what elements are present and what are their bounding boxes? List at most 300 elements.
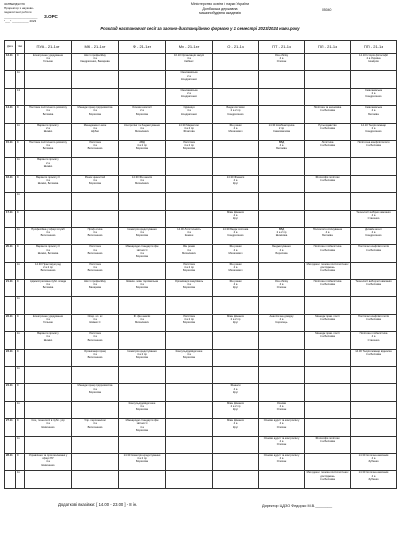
table-row xyxy=(5,175,397,192)
table-row xyxy=(5,453,397,470)
lesson-cell: Менеджмент екон 4 а Шубко xyxy=(72,123,119,140)
lesson-cell: АВД 4 а 2 пр Борисова xyxy=(119,140,166,157)
lesson-cell: Контролінг та бюджетування 4 а Михалевич xyxy=(119,123,166,140)
lesson-cell xyxy=(213,332,259,349)
lesson-cell: Соц. технології в публ. упр 4 а Шимченко xyxy=(25,419,72,436)
lesson-cell: Смалжевська 2 а Кондратенко xyxy=(351,88,397,105)
lesson-cell xyxy=(25,297,72,314)
column-header-group: ПП - 21-1з xyxy=(351,41,397,54)
lesson-cell: Психологія спілкування 4 а Бєляєва xyxy=(305,227,351,244)
lesson-cell: Логістика 4 а Волочненко xyxy=(72,332,119,349)
date-cell: 15.11 xyxy=(5,140,16,157)
lesson-cell: Міжн фінанси 2 а 2 пр Круг xyxy=(213,314,259,331)
lesson-cell xyxy=(166,401,213,418)
column-header-group: ПУА - 21-1зт xyxy=(25,41,72,54)
lesson-cell: 14.30 Комбінаторика 2 пр Самохвалова xyxy=(259,123,305,140)
lesson-cell xyxy=(166,332,213,349)
lesson-cell: Технології виборчої кампанія 4 а Бєляєва xyxy=(351,280,397,297)
lesson-cell xyxy=(72,367,119,384)
ministry-name: Міністерство освіти і науки України xyxy=(190,2,250,6)
column-header-group: Ф - 21-1зт xyxy=(119,41,166,54)
hour-cell: 9 xyxy=(16,453,25,470)
lesson-cell: 14.30 Логістичність 4 а Кемеш xyxy=(166,227,213,244)
lesson-cell xyxy=(119,297,166,314)
lesson-cell: Політика політичного розвитку 4 а Бєляєва xyxy=(25,140,72,157)
lesson-cell: Менедж прав. політ 4 а Бєляєва xyxy=(305,314,351,331)
table-row xyxy=(5,193,397,210)
lesson-cell xyxy=(166,175,213,192)
column-header-hour: Час xyxy=(16,41,25,54)
lesson-cell: Політична конфліктологія 4 а Бєляєва xyxy=(351,140,397,157)
lesson-cell xyxy=(351,297,397,314)
table-row xyxy=(5,419,397,436)
date-cell xyxy=(5,297,16,314)
lesson-cell xyxy=(166,384,213,401)
lesson-cell xyxy=(305,453,351,470)
lesson-cell xyxy=(25,349,72,366)
lesson-cell: Опер. кл. кс 4 а Шимко С xyxy=(72,314,119,331)
table-row xyxy=(5,140,397,157)
date-cell xyxy=(5,401,16,418)
table-row xyxy=(5,227,397,244)
lesson-cell: Політичні конфліктологія 4 а Бєляєва xyxy=(351,314,397,331)
lesson-cell: Управління та протоколювані у сфері ПУ 4 а Шимченко xyxy=(25,453,72,470)
date-cell: 20.11 xyxy=(5,245,16,262)
lesson-cell: Логістика 4 а 2 пр Борисова xyxy=(166,262,213,279)
lesson-cell: Основи аудит та контролінгу 4 а Олохан xyxy=(259,436,305,453)
hour-cell: 11 xyxy=(16,367,25,384)
approval-block xyxy=(4,2,114,23)
hour-cell: 9 xyxy=(16,175,25,192)
table-row xyxy=(5,314,397,331)
lesson-cell xyxy=(72,71,119,88)
lesson-cell xyxy=(305,158,351,175)
lesson-cell xyxy=(72,471,119,488)
table-row xyxy=(5,436,397,453)
lesson-cell xyxy=(351,71,397,88)
table-row xyxy=(5,106,397,123)
lesson-cell xyxy=(72,436,119,453)
lesson-cell: Одиниця 4 а Кондратенко xyxy=(166,106,213,123)
column-header-date: Дата xyxy=(5,41,16,54)
lesson-cell: 14.30 Фінанси 4 а Круг xyxy=(213,175,259,192)
table-row xyxy=(5,71,397,88)
lesson-cell: Смалжевська 2 а Кондратенко xyxy=(166,88,213,105)
lesson-cell xyxy=(305,297,351,314)
date-cell xyxy=(5,123,16,140)
lesson-cell xyxy=(213,158,259,175)
lesson-cell: Нім 1 професійну 4 а Кандратенко, Бахарева xyxy=(72,54,119,71)
institution-header xyxy=(120,2,320,16)
table-row xyxy=(5,210,397,227)
lesson-cell: Основи екології 2 а Борисова xyxy=(119,106,166,123)
column-header-group: МК - 21-1зт xyxy=(72,41,119,54)
hour-cell: 9 xyxy=(16,106,25,123)
lesson-cell: Основи аудит та контролінгу 4 а Олохан xyxy=(259,419,305,436)
lesson-cell: ВВД 4 а Бєляєва xyxy=(259,140,305,157)
lesson-cell: Технології вибірки кампанія 4 а Стасенко xyxy=(351,210,397,227)
lesson-cell: Зовніш. зовн торговельна 4 а Борисова xyxy=(119,280,166,297)
lesson-cell xyxy=(213,453,259,470)
column-header-group: ПТ - 21-1з xyxy=(259,41,305,54)
lesson-cell: 14.10 Теорія міжнар 2 а Кондратенко xyxy=(351,123,397,140)
lesson-cell: 14.30 Фін аналіз 4 а Михалевич xyxy=(119,175,166,192)
lesson-cell xyxy=(166,471,213,488)
lesson-cell xyxy=(305,54,351,71)
date-cell xyxy=(5,332,16,349)
table-row xyxy=(5,280,397,297)
lesson-cell xyxy=(119,54,166,71)
page-title: Розклад настановчої сесії за заочно-дистанційною формою у 1 семестрі 2023/2024 навч.року xyxy=(100,26,300,31)
date-cell: 23.11 xyxy=(5,349,16,366)
hour-cell: 11 xyxy=(16,123,25,140)
lesson-cell xyxy=(119,367,166,384)
lesson-cell xyxy=(213,436,259,453)
hour-cell: 9 xyxy=(16,314,25,331)
table-row xyxy=(5,401,397,418)
lesson-cell: 14.30 Теорія міжнар відносин 4 а Бєляєва xyxy=(351,349,397,366)
lesson-cell: Консульд/довідк інше 4 а Борисова xyxy=(166,349,213,366)
lesson-cell: Фінанси 4 а Круг xyxy=(213,384,259,401)
lesson-cell: 10.10 Організація закупі 4 а Кабінет xyxy=(166,54,213,71)
table-row xyxy=(5,297,397,314)
hour-cell: 9 xyxy=(16,280,25,297)
approval-line: "___" __________ 2023 xyxy=(4,18,37,23)
lesson-cell: 14.30 Маркетинг 4 а 2 пр Філатова xyxy=(166,123,213,140)
approval-line: ____________________ xyxy=(4,14,38,19)
date-cell xyxy=(5,88,16,105)
lesson-cell xyxy=(259,210,305,227)
lesson-cell xyxy=(351,262,397,279)
lesson-cell: Міжн фінанси 4 а Круг xyxy=(213,210,259,227)
hour-cell: 9 xyxy=(16,245,25,262)
table-row xyxy=(5,245,397,262)
lesson-cell: Політика глобалістика 4 а Бєляєва xyxy=(305,245,351,262)
institution-name-2: машинобудівна академія xyxy=(199,11,241,16)
lesson-cell: Варіанти проєкту ІІ 4 а Шимко, Бєляєва xyxy=(25,245,72,262)
lesson-cell: Варіанти проєкту 4 а Шимко xyxy=(25,332,72,349)
lesson-cell xyxy=(72,158,119,175)
table-row xyxy=(5,262,397,279)
lesson-cell: Політика глобалістика 4 а Бєляєва xyxy=(305,280,351,297)
lesson-cell xyxy=(72,401,119,418)
lesson-cell xyxy=(119,71,166,88)
lesson-cell xyxy=(72,88,119,105)
lesson-cell: Електронне урядування 4 а Гольчак xyxy=(25,54,72,71)
approval-title: ЗАТВЕРДЖУЮ xyxy=(4,2,26,6)
lesson-cell xyxy=(351,158,397,175)
date-cell: 21.11 xyxy=(5,280,16,297)
lesson-cell: Філософія політики 4 а Бєляєва xyxy=(305,175,351,192)
lesson-cell: Менедж праці підприємства 4 а Борисова xyxy=(72,106,119,123)
date-cell: 27.11 xyxy=(5,419,16,436)
lesson-cell: Основи 4 а Олохан xyxy=(259,401,305,418)
lesson-cell: Організація праці 4 а Волочненко xyxy=(72,349,119,366)
lesson-cell xyxy=(119,384,166,401)
lesson-cell xyxy=(259,384,305,401)
lesson-cell xyxy=(259,175,305,192)
hour-cell: 13 xyxy=(16,88,25,105)
lesson-cell: Міжн фінанси 2 а 2 пр Круг xyxy=(213,401,259,418)
lesson-cell xyxy=(119,436,166,453)
lesson-cell: Смалжевська 4 а Бєляєва xyxy=(351,106,397,123)
date-cell xyxy=(5,367,16,384)
lesson-cell: Організація закупівель 4 а Борисова xyxy=(166,280,213,297)
lesson-cell xyxy=(259,193,305,210)
lesson-cell: Варіанти проєкту 2 а Шимко xyxy=(25,123,72,140)
lesson-cell xyxy=(25,471,72,488)
lesson-cell xyxy=(259,106,305,123)
lesson-cell xyxy=(119,332,166,349)
lesson-cell xyxy=(305,419,351,436)
lesson-cell xyxy=(119,88,166,105)
lesson-cell xyxy=(305,401,351,418)
stamp-label: З.ОРС xyxy=(44,14,58,19)
hour-cell: 9 xyxy=(16,54,25,71)
lesson-cell xyxy=(351,175,397,192)
lesson-cell xyxy=(259,349,305,366)
lesson-cell: Ф. фін аналіз 4 а Михалевич xyxy=(119,314,166,331)
date-cell xyxy=(5,227,16,244)
footer-note: Додаткові вказівки: [ 14.00 - 23.00 ] - 8 ін. xyxy=(58,502,138,507)
lesson-cell xyxy=(259,88,305,105)
lesson-cell xyxy=(305,349,351,366)
table-row xyxy=(5,471,397,488)
lesson-cell xyxy=(305,384,351,401)
lesson-cell: 14.30 Ізотична кампанія 4 а Зубенко xyxy=(351,453,397,470)
lesson-cell xyxy=(166,453,213,470)
hour-cell: 11 xyxy=(16,436,25,453)
lesson-cell xyxy=(351,193,397,210)
hour-cell: 11 xyxy=(16,158,25,175)
lesson-cell: Основи аудит та контролінгу 4 а Олохан xyxy=(259,453,305,470)
date-cell: 24.11 xyxy=(5,384,16,401)
lesson-cell xyxy=(72,297,119,314)
hour-cell: 11 xyxy=(16,262,25,279)
lesson-cell xyxy=(259,71,305,88)
table-row xyxy=(5,384,397,401)
lesson-cell xyxy=(119,193,166,210)
lesson-cell xyxy=(259,367,305,384)
lesson-cell: Філософія політики 4 а Бєляєва xyxy=(305,436,351,453)
lesson-cell: Логістика 4 а Волочненко xyxy=(72,262,119,279)
lesson-cell: Упр. персоналом 4 а Волочненко xyxy=(72,419,119,436)
lesson-cell: Варіанти проєкту 2 а Шимко xyxy=(25,158,72,175)
lesson-cell: Бюдж системи 2 а 2 пр Кондратенко xyxy=(213,106,259,123)
lesson-cell: Ринок цінностей 4 а Борисова xyxy=(72,175,119,192)
table-row xyxy=(5,88,397,105)
lesson-cell xyxy=(259,297,305,314)
lesson-cell xyxy=(305,367,351,384)
lesson-cell xyxy=(259,262,305,279)
lesson-cell: Ізометрія кредитування 4 а Борисова xyxy=(119,227,166,244)
document-code: 05040 xyxy=(322,8,332,12)
hour-cell: 11 xyxy=(16,71,25,88)
lesson-cell xyxy=(166,193,213,210)
lesson-cell xyxy=(119,158,166,175)
lesson-cell xyxy=(351,419,397,436)
lesson-cell: Електронне урядування 4 а Гольчак xyxy=(25,314,72,331)
lesson-cell: Консульд/довідк інше 4 а Борисова xyxy=(119,401,166,418)
hour-cell: 11 xyxy=(16,401,25,418)
hour-cell: 11 xyxy=(16,332,25,349)
lesson-cell: Політика політичного розвитку 4 а Бєляєва xyxy=(25,106,72,123)
approval-line: педагогічної роботи xyxy=(4,10,32,15)
lesson-cell: Логістика 4 а Волочненко xyxy=(72,245,119,262)
lesson-cell: 14.10 Історія філософії 4 а Україна Неміров xyxy=(351,54,397,71)
date-cell: 28.11 xyxy=(5,453,16,470)
hour-cell: 11 xyxy=(16,471,25,488)
lesson-cell: Міжнародні стандарти фін звітності 4 а Борисова xyxy=(119,419,166,436)
hour-cell: 9 xyxy=(16,140,25,157)
lesson-cell: Фін ринки 4 а Михалевич xyxy=(213,123,259,140)
lesson-cell: Логістика 4 а 2 пр Борисова xyxy=(166,314,213,331)
lesson-cell: Фін ринки 4 а Михалевич xyxy=(213,262,259,279)
lesson-cell xyxy=(25,436,72,453)
lesson-cell: Дизайн агент 4 а Кондратенко xyxy=(351,227,397,244)
lesson-cell xyxy=(72,210,119,227)
lesson-cell: Осн обліку 4 а Олохан xyxy=(259,54,305,71)
table-header-row xyxy=(5,41,397,54)
date-cell xyxy=(5,158,16,175)
lesson-cell: 14.30 Бюдж система 4 а Кондратенко xyxy=(213,227,259,244)
lesson-cell xyxy=(351,436,397,453)
table-row xyxy=(5,367,397,384)
hour-cell: 9 xyxy=(16,384,25,401)
lesson-cell: Політичні конфліктологія 4 а Бєляєва xyxy=(351,245,397,262)
lesson-cell xyxy=(351,384,397,401)
lesson-cell xyxy=(25,210,72,227)
lesson-cell: 14.30 Ізотична кампанія 4 а Зубенко xyxy=(351,471,397,488)
lesson-cell xyxy=(259,471,305,488)
lesson-cell: Нім 1 професійну 4 а Бахарева xyxy=(72,280,119,297)
date-cell: 17.11 xyxy=(5,210,16,227)
lesson-cell: Рульоздавство 4 а Бєляєва xyxy=(305,123,351,140)
lesson-cell xyxy=(351,401,397,418)
lesson-cell: Менедж праці підприємства 4 а Борисова xyxy=(72,384,119,401)
lesson-cell: Смалжевська 2 а Кондратенко xyxy=(166,71,213,88)
lesson-cell xyxy=(166,419,213,436)
column-header-group: ПЛ - 21-1з xyxy=(305,41,351,54)
lesson-cell: Методика і техніка політологічних досліджень 4 а Бєляєва xyxy=(305,471,351,488)
lesson-cell xyxy=(213,193,259,210)
lesson-cell xyxy=(25,88,72,105)
lesson-cell xyxy=(119,471,166,488)
lesson-cell xyxy=(213,349,259,366)
lesson-cell xyxy=(25,367,72,384)
table-row xyxy=(5,349,397,366)
table-row xyxy=(5,158,397,175)
lesson-cell xyxy=(213,367,259,384)
institution-name: Донбаська державна xyxy=(202,6,238,11)
lesson-cell xyxy=(213,88,259,105)
lesson-cell: ВВД 2 а 2 пр Шимкова xyxy=(259,227,305,244)
lesson-cell xyxy=(119,262,166,279)
lesson-cell: Міжнародні стандарти фін звітності 4 а Борисова xyxy=(119,245,166,262)
lesson-cell: Фін ринки 4 а Михалевич xyxy=(213,245,259,262)
lesson-cell xyxy=(213,71,259,88)
lesson-cell: Професійна у сфері служб 4 а Волочненко xyxy=(25,227,72,244)
lesson-cell xyxy=(213,54,259,71)
lesson-cell xyxy=(305,88,351,105)
lesson-cell: Методика і техніка політологічних досліджень 4 а Бєляєва xyxy=(305,262,351,279)
lesson-cell: Міжн фінанси 4 а Круг xyxy=(213,419,259,436)
date-cell: 22.11 xyxy=(5,314,16,331)
lesson-cell xyxy=(25,193,72,210)
lesson-cell: Адміністративна публ. влада 4 а Бєляєва xyxy=(25,280,72,297)
lesson-cell: Менедж прав. політ 4 а Бєляєва xyxy=(305,332,351,349)
lesson-cell: Логістика 4 а 2 пр Борисова xyxy=(166,140,213,157)
hour-cell: 11 xyxy=(16,193,25,210)
lesson-cell: 14.30 Ізометрія кредитування 4 а 2 пр Борисова xyxy=(119,453,166,470)
lesson-cell xyxy=(119,210,166,227)
date-cell xyxy=(5,71,16,88)
hour-cell: 9 xyxy=(16,419,25,436)
lesson-cell: Політика глобалістика 4 а Стасенко xyxy=(351,332,397,349)
lesson-cell: 14.30 Практикум ред 2 а 2 пр Волочненко xyxy=(25,262,72,279)
lesson-cell xyxy=(305,210,351,227)
hour-cell: 11 xyxy=(16,297,25,314)
table-row xyxy=(5,123,397,140)
lesson-cell: Логістика 4 а Волочненко xyxy=(72,140,119,157)
lesson-cell: Фін ринки 4 а Михалевич xyxy=(166,245,213,262)
lesson-cell: Ізометрія кредитування 4 а 2 пр Борисова xyxy=(119,349,166,366)
lesson-cell xyxy=(351,367,397,384)
lesson-cell xyxy=(166,436,213,453)
lesson-cell xyxy=(305,71,351,88)
date-cell: 14.11 xyxy=(5,106,16,123)
director-signature-line: Директор ЦДЗО Федорко М.В.________ xyxy=(262,504,333,508)
lesson-cell xyxy=(166,297,213,314)
lesson-cell xyxy=(305,193,351,210)
approval-line: Проректор з науково- xyxy=(4,6,34,11)
date-cell xyxy=(5,193,16,210)
hour-cell: 9 xyxy=(16,349,25,366)
column-header-group: Мх - 21-1зт xyxy=(166,41,213,54)
lesson-cell: Проф етика 4 а Волочненко xyxy=(72,227,119,244)
lesson-cell xyxy=(166,210,213,227)
lesson-cell: Бюджетування 4 а Борисова xyxy=(259,245,305,262)
lesson-cell: Варіанти проєкту ІІ 4 а Шимко, Бєляєва xyxy=(25,175,72,192)
schedule-table xyxy=(4,40,397,489)
lesson-cell xyxy=(72,193,119,210)
lesson-cell xyxy=(25,71,72,88)
lesson-cell xyxy=(259,158,305,175)
date-cell xyxy=(5,262,16,279)
lesson-cell: Логістика 4 а Бєляєва xyxy=(305,140,351,157)
lesson-cell xyxy=(166,367,213,384)
lesson-cell xyxy=(166,158,213,175)
lesson-cell: Фін ринки 4 а Круг xyxy=(213,280,259,297)
hour-cell: 11 xyxy=(16,227,25,244)
lesson-cell xyxy=(213,140,259,157)
date-cell: 13.11 xyxy=(5,54,16,71)
lesson-cell: Осн обліку 4 а Олохан xyxy=(259,280,305,297)
lesson-cell: Політика та економіка 4 а Бєляєва xyxy=(305,106,351,123)
lesson-cell xyxy=(72,453,119,470)
date-cell xyxy=(5,471,16,488)
lesson-cell: Аналітична довідку 4 а Коропець xyxy=(259,314,305,331)
column-header-group: О - 21-1з xyxy=(213,41,259,54)
lesson-cell xyxy=(25,384,72,401)
date-cell xyxy=(5,436,16,453)
lesson-cell xyxy=(259,332,305,349)
table-row xyxy=(5,54,397,71)
hour-cell: 9 xyxy=(16,210,25,227)
lesson-cell xyxy=(213,471,259,488)
lesson-cell xyxy=(213,297,259,314)
date-cell: 16.11 xyxy=(5,175,16,192)
